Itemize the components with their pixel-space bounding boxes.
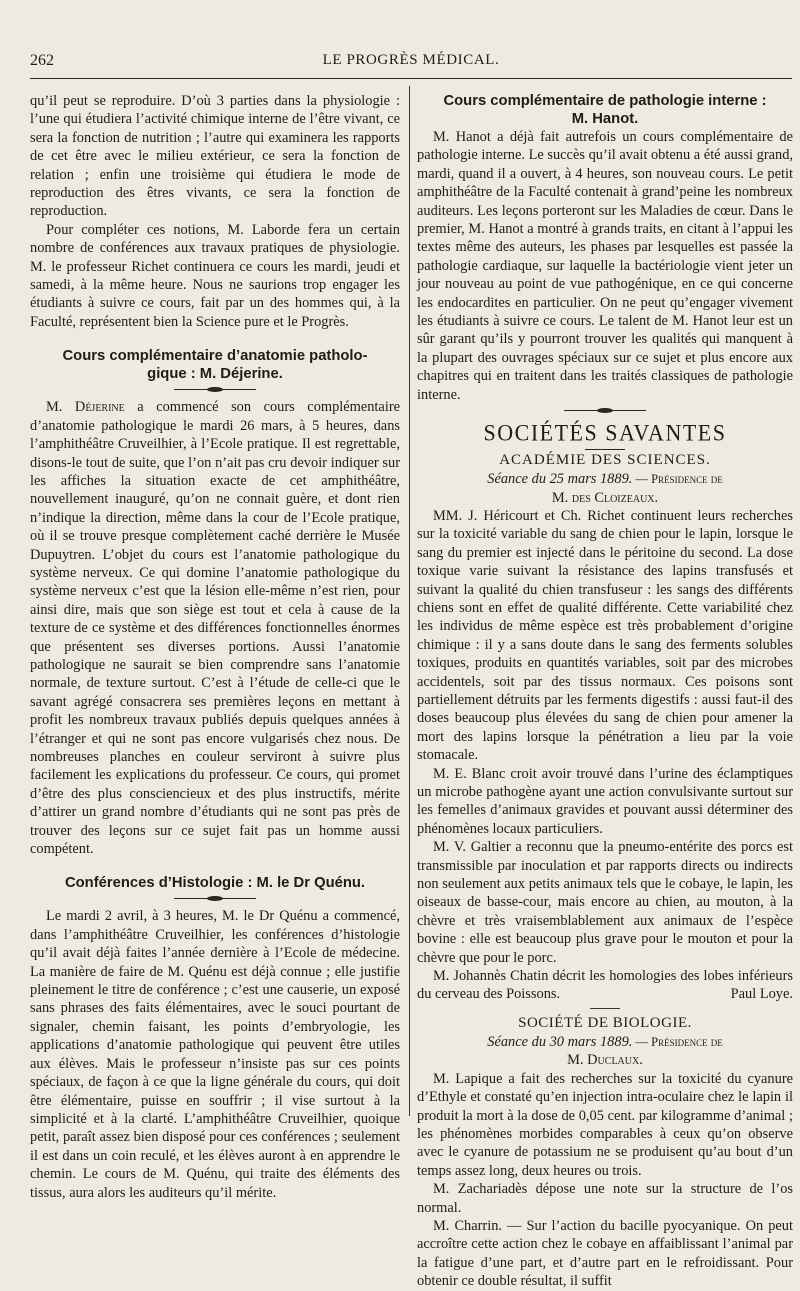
- section-heading-anatomie: [30, 347, 400, 383]
- left-column: [30, 92, 400, 1202]
- lapique-paragraph: M. Lapique a fait des recherches sur la toxicité du cyanure d’Ethyle et constaté qu’en injection intra-oculaire chez le lapin il produit la mort à la dose de 0,05 cent. par kilogramme d’animal ; les phénomènes morbides comparables à ceux qu’on observe avec le cyanure de potassium ne se produisent qu’au bout d’un temps assez long, deux heures ou trois.: [417, 1070, 793, 1179]
- blanc-paragraph: M. E. Blanc croit avoir trouvé dans l’urine des éclamptiques un microbe pathogène ayant une action convulsivante surtout sur les femelles d’animaux gravides et pouvant aussi déterminer des phénomènes locaux particuliers.: [417, 765, 793, 837]
- signature: Paul Loye.: [730, 986, 793, 1003]
- column-divider: [409, 86, 410, 1116]
- presidence-label: — Présidence de: [632, 1034, 723, 1049]
- biologie-title: SOCIÉTÉ DE BIOLOGIE.: [518, 1014, 692, 1031]
- dejerine-text: a commencé son cours complémentaire d’anatomie pathologique le mardi 26 mars, à 5 heures, dans l’amphithéâtre Cruveilhier, à l’Ecole pratique. Il est regrettable, disons-le tout de suite, que l’on n’ait pas cru devoir indiquer sur les affiches la situation exacte de cet amphithéâtre, nouvellement inauguré, qu’on ne connait guère, et dont rien n’indique la direction, même dans la cour de l’Ecole pratique, où il se trouve presque complètement caché derrière le Musée Dupuytren. L’objet du cours est l’anatomie pathologique du système nerveux. Ce qui domine l’anatomie pathologique du système nerveux c’est que la lésion elle-même n’est rien, pour ainsi dire, mais que son siège est tout et cela à cause de la texture de ce système et des différences fonctionnelles énormes que présentent ses diverses portions. Aussi l’anatomie pathologique ne saurait se bien comprendre sans l’anatomie normale, de texture surtout. C’est à l’étude de celle-ci que le savant agrégé consacrera ses premières leçons en mettant à profit les nombreux travaux publiés depuis quelques années à l’étranger et qui ne sont pas encore vulgarisés chez nous. De nombreuses planches en couleur serviront à suivre plus facilement les explications du professeur. Ce cours, qui promet d’être des plus consciencieux et des plus instructifs, mérite d’attirer un grand nombre d’étudiants qui ne sont pas près de trouver des leçons sur ce sujet fait pas un homme aussi compétent.: [30, 399, 400, 858]
- charrin-paragraph: M. Charrin. — Sur l’action du bacille pyocyanique. On peut accroître cette action chez le cobaye en affaiblissant l’animal par la fatigue d’une part, et d’autre part en le refroidissant. Pour obtenir ce double résultat, il suffit: [417, 1217, 793, 1290]
- journal-title: LE PROGRÈS MÉDICAL.: [322, 52, 500, 68]
- section-dash: [590, 1008, 620, 1009]
- physiology-paragraph-end: qu’il peut se reproduire. D’où 3 parties dans la physiologie : l’une qui étudiera l’activité chimique interne de l’être vivant, ce sera la fonction de nutrition ; l’autre qui examinera les rapports de cet être avec le milieu extérieur, ce sera la fonction de relation ; enfin une troisième qui étudiera le mode de reproduction des êtres vivants, ce sera la fonction de reproduction.: [30, 93, 400, 220]
- section-heading-histologie: Conférences d’Histologie : M. le Dr Quénu.: [64, 875, 366, 892]
- dejerine-paragraph: [30, 398, 400, 858]
- academie-title: ACADÉMIE DES SCIENCES.: [499, 452, 711, 469]
- chatin-text: M. Johannès Chatin décrit les homologies des lobes inférieurs du cerveau des Poissons.: [417, 968, 793, 1003]
- heading-line-2: M. Hanot.: [571, 111, 639, 127]
- societes-savantes-title: SOCIÉTÉS SAVANTES: [483, 419, 727, 446]
- right-column: [417, 92, 793, 1291]
- president-name: M. Duclaux.: [567, 1052, 643, 1069]
- president-name: M. des Cloizeaux.: [551, 489, 659, 506]
- author-name: M. Déjerine: [46, 399, 125, 416]
- section-heading-pathologie: [417, 92, 793, 128]
- ornament-divider: [174, 389, 256, 390]
- seance-date: Séance du 25 mars 1889.: [487, 471, 633, 488]
- ornament-divider: [564, 410, 646, 411]
- chatin-paragraph: [417, 967, 793, 1004]
- seance-line: [417, 470, 793, 488]
- heading-line-1: Cours complémentaire d’anatomie patholo-: [62, 348, 368, 365]
- galtier-paragraph: M. V. Galtier a reconnu que la pneumo-entérite des porcs est transmissible par inoculation et par rapports directs ou indirects non seulement aux petits animaux tels que le cobaye, le lapin, les oiseaux de basse-cour, mais encore au chien, au mouton, à la chèvre et très vraisemblablement aux animaux de l’espèce bovine : elle est beaucoup plus grave pour le mouton et pour la chèvre que pour le porc.: [417, 839, 793, 966]
- presidence-label: — Présidence de: [632, 472, 723, 487]
- running-head: [30, 50, 792, 74]
- page-number: 262: [30, 52, 54, 69]
- heading-line-1: Cours complémentaire de pathologie interne :: [443, 93, 767, 109]
- ornament-divider: [174, 898, 256, 899]
- seance-date: Séance du 30 mars 1889.: [487, 1033, 633, 1050]
- heading-line-2: gique : M. Déjerine.: [147, 366, 283, 383]
- laborde-paragraph: Pour compléter ces notions, M. Laborde fera un certain nombre de conférences aux travaux pratiques de physiologie. M. le professeur Richet continuera ce cours les mardi, jeudi et samedi, à la même heure. Nous ne saurions trop engager les étudiants à suivre ce cours, fait par un des hommes qui, à la Faculté, représentent bien la Science pure et le Progrès.: [30, 221, 400, 330]
- seance-line: [417, 1033, 793, 1051]
- quenu-paragraph: Le mardi 2 avril, à 3 heures, M. le Dr Quénu a commencé, dans l’amphithéâtre Cruveilhier, les conférences d’histologie qu’il avait déjà faites l’année dernière à l’Ecole de médecine. La manière de faire de M. Quénu est déjà connue ; elle justifie pleinement le titre de conférence ; c’est une causerie, un exposé sans phrases des faits élémentaires, avec le souci pourtant de signaler, chemin faisant, les points d’embryologie, les applications d’anatomie pathologique qui peuvent être utiles aux élèves. Mais le professeur n’insiste pas sur ces points spéciaux, de façon à ce que la ligne générale du cours, qui doit être élémentaire, puisse en souffrir ; il vise surtout à la simplicité et à la clarté. L’amphithéâtre Cruveilhier, quoique petit, paraît assez bien disposé pour ces conférences ; seulement il est dans un coin reculé, et les élèves auront à en apprendre le chemin. Le cours de M. Quénu, qui traite des éléments des tissus, aura alors les auditeurs qu’il mérite.: [30, 908, 400, 1201]
- hanot-paragraph: M. Hanot a déjà fait autrefois un cours complémentaire de pathologie interne. Le succès qu’il avait obtenu a été aussi grand, mardi, quand il a ouvert, à 4 heures, son nouveau cours. Le petit amphithéâtre de la Faculté contenait à grand’peine les nombreux auditeurs. Les leçons porteront sur les Maladies de cœur. Dans le premier, M. Hanot a montré à grands traits, en citant à l’appui les textes même des auteurs, les phases par lesquelles est passée la pathologie cardiaque, sur laquelle la bactériologie vient jeter un jour nouveau au point de vue pathogénique, en ce qui concerne les endocardites en particulier. On ne peut qu’engager vivement les étudiants à suivre ce cours. Le talent de M. Hanot leur est un sûr garant qu’ils y pourront trouver les qualités qui manquent à la plupart des ouvrages spéciaux sur ce sujet et plus encore aux chapitres qui en traitent dans les traités classiques de pathologie interne.: [417, 129, 793, 403]
- hericourt-paragraph: MM. J. Héricourt et Ch. Richet continuent leurs recherches sur la toxicité variable du sang de chien pour le lapin, lorsque le sang du premier est injecté dans le péritoine du second. La dose toxique varie suivant la résistance des lapins transfusés et suivant la qualité du chien transfuseur : les sangs des différents chiens sont en effet de qualité différente. Cette variabilité chez les individus de même espèce est très probablement d’origine chimique : il y a sans doute dans le sang des ferments solubles toxiques, produits en quantités variables, soit par des microbes accidentels, soit par des tissus normaux. Ces poisons sont partiellement détruits par les ferments digestifs : aussi faut-il des doses beaucoup plus élevées du sang de chien pour amener la mort des lapins lorsque la pénétration a lieu par la voie stomacale.: [417, 507, 793, 764]
- header-rule: [30, 78, 792, 79]
- zachariades-paragraph: M. Zachariadès dépose une note sur la structure de l’os normal.: [417, 1181, 793, 1216]
